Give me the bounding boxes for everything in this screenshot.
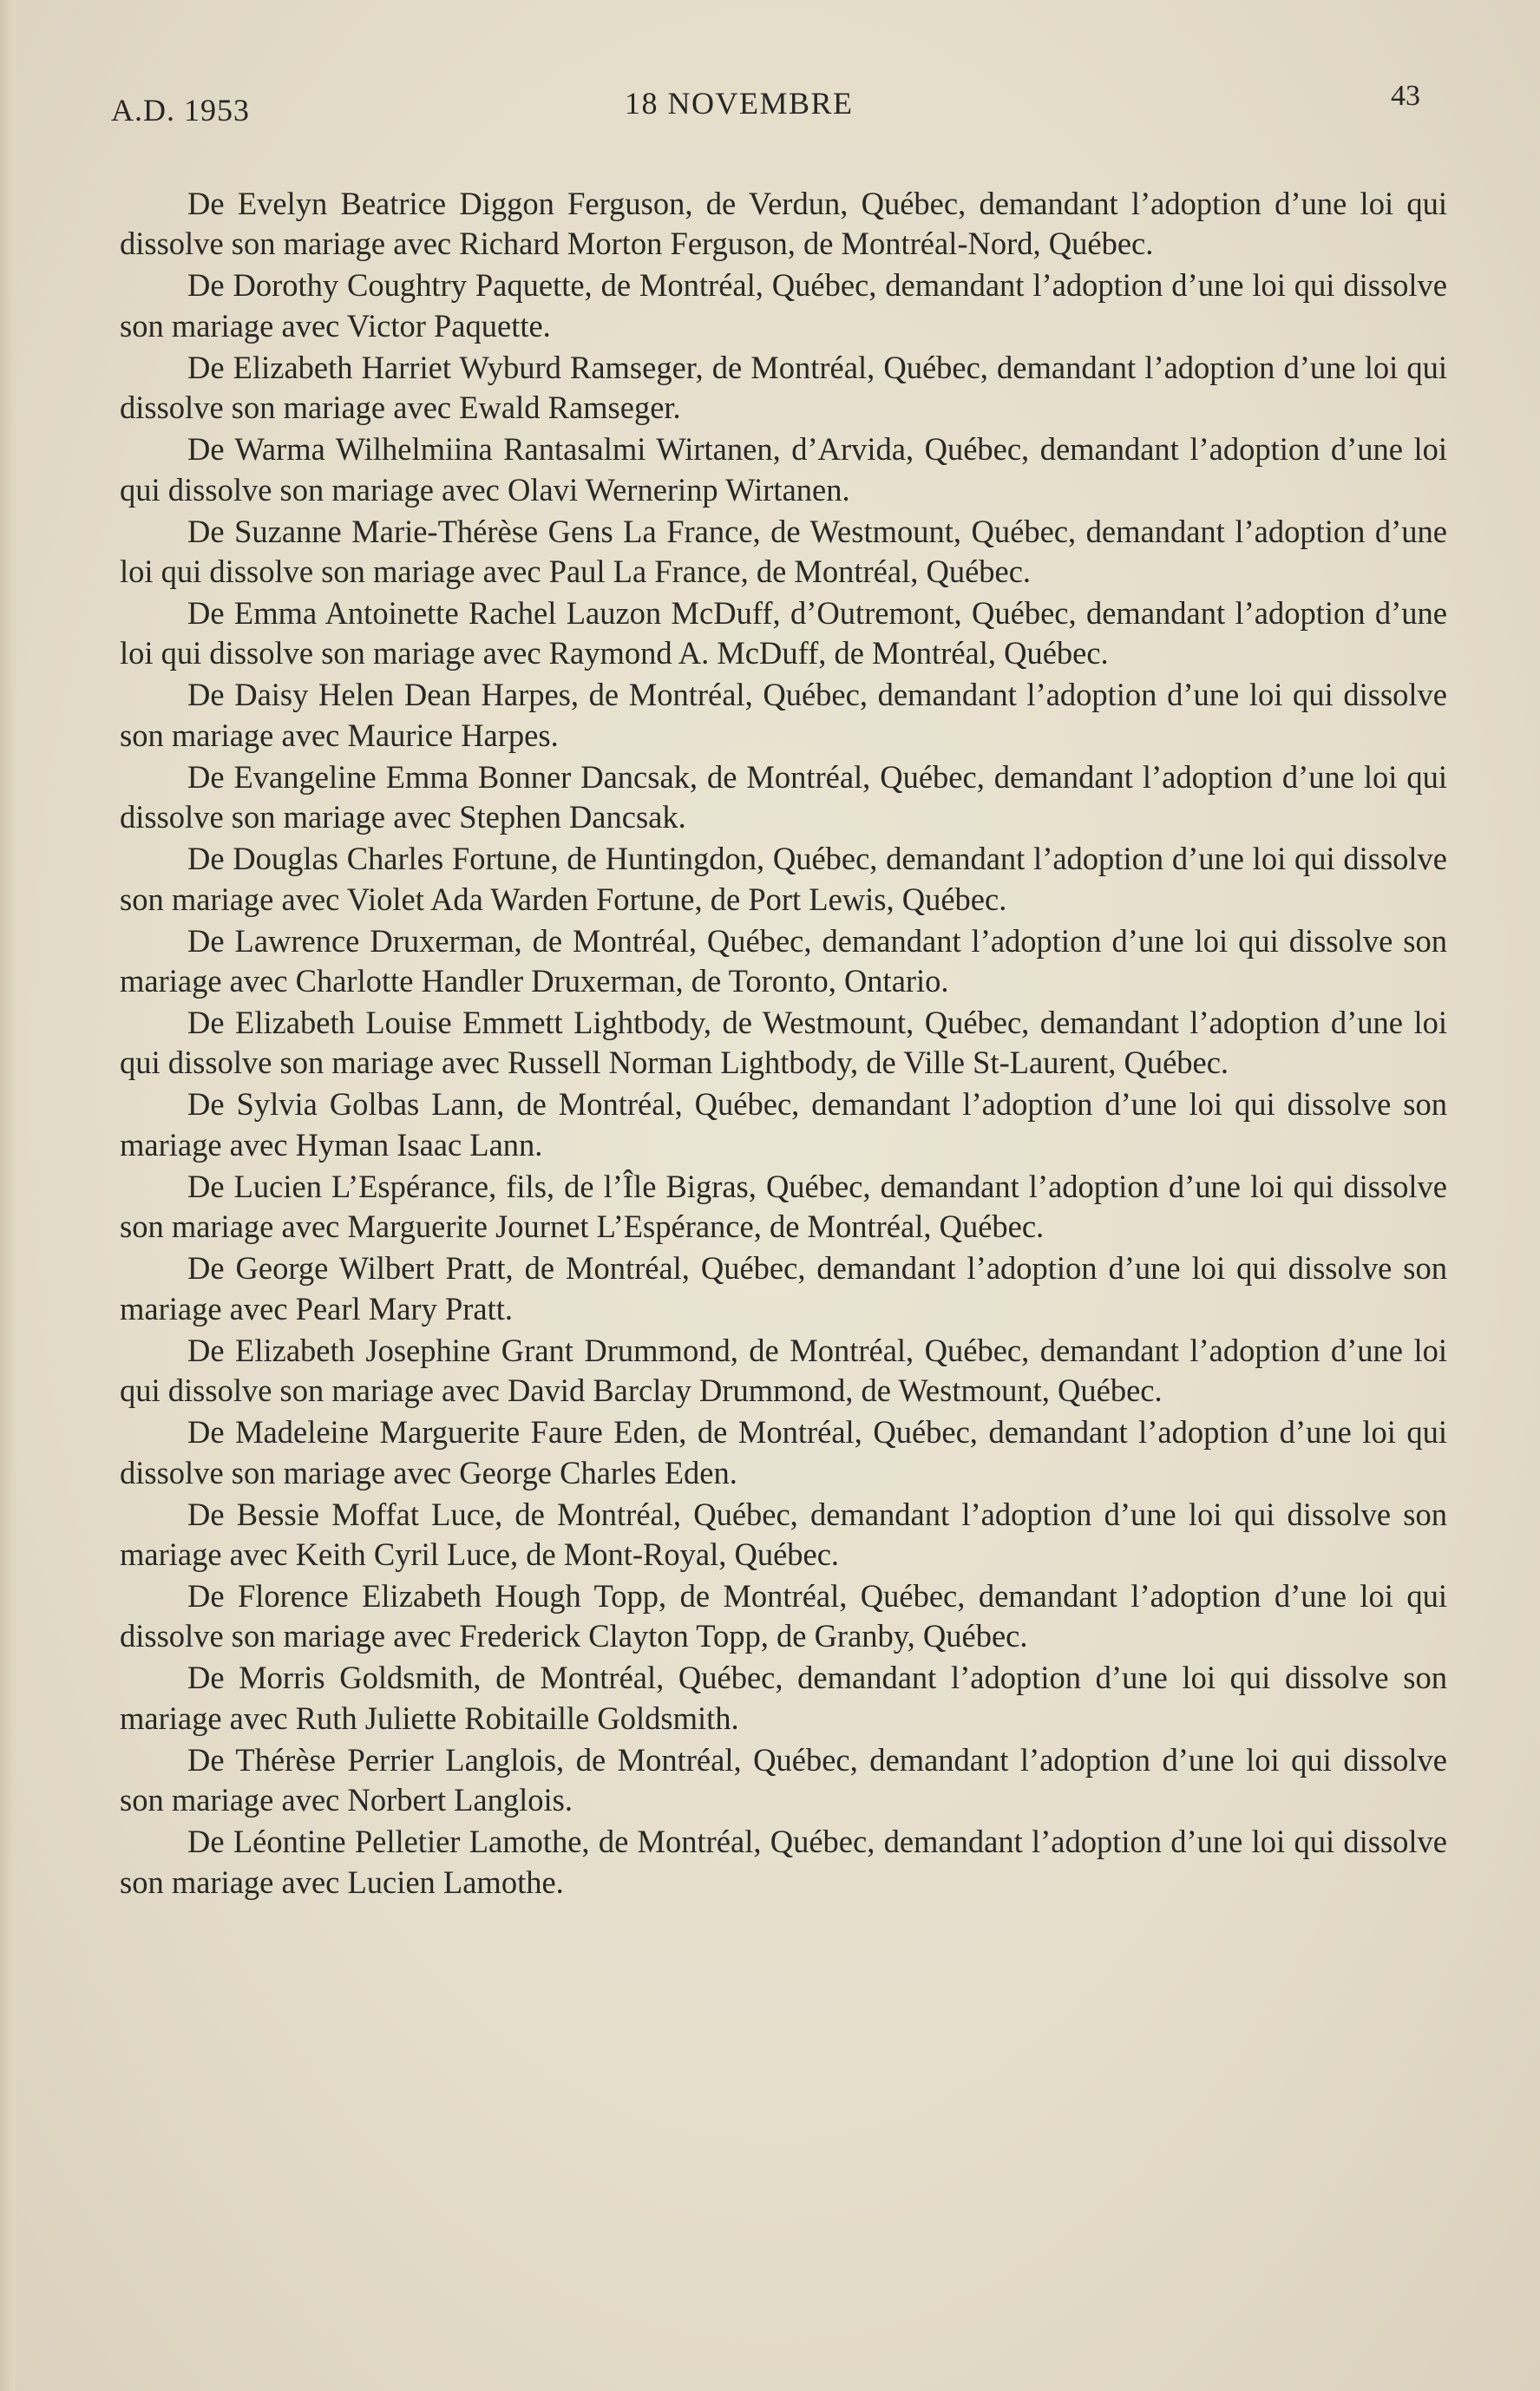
petition-paragraph: De Emma Antoinette Rachel Lauzon McDuff, d’Outremont, Québec, demandant l’adoption d’une loi qui dissolve son mariage avec Raymond A. McDuff, de Montréal, Québec.: [120, 595, 1447, 671]
petition-paragraph: De Bessie Moffat Luce, de Montréal, Québec, demandant l’adoption d’une loi qui dissolve son mariage avec Keith Cyril Luce, de Mont-Royal, Québec.: [120, 1496, 1447, 1572]
page-number: 43: [1391, 80, 1420, 112]
petition-paragraph: De Léontine Pelletier Lamothe, de Montréal, Québec, demandant l’adoption d’une loi qui dissolve son mariage avec Lucien Lamothe.: [120, 1824, 1447, 1900]
petition-paragraph: De George Wilbert Pratt, de Montréal, Québec, demandant l’adoption d’une loi qui dissolve son mariage avec Pearl Mary Pratt.: [120, 1250, 1447, 1327]
petition-paragraph: De Lucien L’Espérance, fils, de l’Île Bigras, Québec, demandant l’adoption d’une loi qui dissolve son mariage avec Marguerite Journet L’Espérance, de Montréal, Québec.: [120, 1168, 1447, 1245]
page-binding-edge: [0, 0, 16, 2391]
petition-paragraph: De Madeleine Marguerite Faure Eden, de Montréal, Québec, demandant l’adoption d’une loi qui dissolve son mariage avec George Charles Eden.: [120, 1414, 1447, 1490]
petition-paragraph: De Sylvia Golbas Lann, de Montréal, Québec, demandant l’adoption d’une loi qui dissolve son mariage avec Hyman Isaac Lann.: [120, 1086, 1447, 1163]
petition-paragraph: De Suzanne Marie-Thérèse Gens La France, de Westmount, Québec, demandant l’adoption d’une loi qui dissolve son mariage avec Paul La France, de Montréal, Québec.: [120, 513, 1447, 590]
petition-paragraph: De Thérèse Perrier Langlois, de Montréal, Québec, demandant l’adoption d’une loi qui dissolve son mariage avec Norbert Langlois.: [120, 1741, 1447, 1818]
page-header: [111, 80, 1452, 141]
petition-paragraph: De Elizabeth Louise Emmett Lightbody, de Westmount, Québec, demandant l’adoption d’une loi qui dissolve son mariage avec Russell Norman Lightbody, de Ville St-Laurent, Québec.: [120, 1005, 1447, 1081]
petition-paragraph: De Morris Goldsmith, de Montréal, Québec, demandant l’adoption d’une loi qui dissolve son mariage avec Ruth Juliette Robitaille Goldsmith.: [120, 1660, 1447, 1736]
petition-paragraph: De Daisy Helen Dean Harpes, de Montréal, Québec, demandant l’adoption d’une loi qui dissolve son mariage avec Maurice Harpes.: [120, 677, 1447, 753]
petition-list: [120, 184, 1447, 1904]
petition-paragraph: De Douglas Charles Fortune, de Huntingdon, Québec, demandant l’adoption d’une loi qui dissolve son mariage avec Violet Ada Warden Fortune, de Port Lewis, Québec.: [120, 841, 1447, 917]
header-date: 18 NOVEMBRE: [625, 86, 854, 121]
petition-paragraph: De Evangeline Emma Bonner Dancsak, de Montréal, Québec, demandant l’adoption d’une loi qui dissolve son mariage avec Stephen Dancsak.: [120, 758, 1447, 835]
petition-paragraph: De Florence Elizabeth Hough Topp, de Montréal, Québec, demandant l’adoption d’une loi qui dissolve son mariage avec Frederick Clayton Topp, de Granby, Québec.: [120, 1577, 1447, 1654]
header-year: A.D. 1953: [111, 93, 250, 128]
petition-paragraph: De Lawrence Druxerman, de Montréal, Québec, demandant l’adoption d’une loi qui dissolve son mariage avec Charlotte Handler Druxerman, de Toronto, Ontario.: [120, 922, 1447, 999]
petition-paragraph: De Evelyn Beatrice Diggon Ferguson, de Verdun, Québec, demandant l’adoption d’une loi qui dissolve son mariage avec Richard Morton Ferguson, de Montréal-Nord, Québec.: [120, 186, 1447, 262]
petition-paragraph: De Dorothy Coughtry Paquette, de Montréal, Québec, demandant l’adoption d’une loi qui dissolve son mariage avec Victor Paquette.: [120, 267, 1447, 344]
petition-paragraph: De Warma Wilhelmiina Rantasalmi Wirtanen, d’Arvida, Québec, demandant l’adoption d’une loi qui dissolve son mariage avec Olavi Wernerinp Wirtanen.: [120, 431, 1447, 508]
petition-paragraph: De Elizabeth Josephine Grant Drummond, de Montréal, Québec, demandant l’adoption d’une loi qui dissolve son mariage avec David Barclay Drummond, de Westmount, Québec.: [120, 1332, 1447, 1409]
petition-paragraph: De Elizabeth Harriet Wyburd Ramseger, de Montréal, Québec, demandant l’adoption d’une loi qui dissolve son mariage avec Ewald Ramseger.: [120, 349, 1447, 426]
